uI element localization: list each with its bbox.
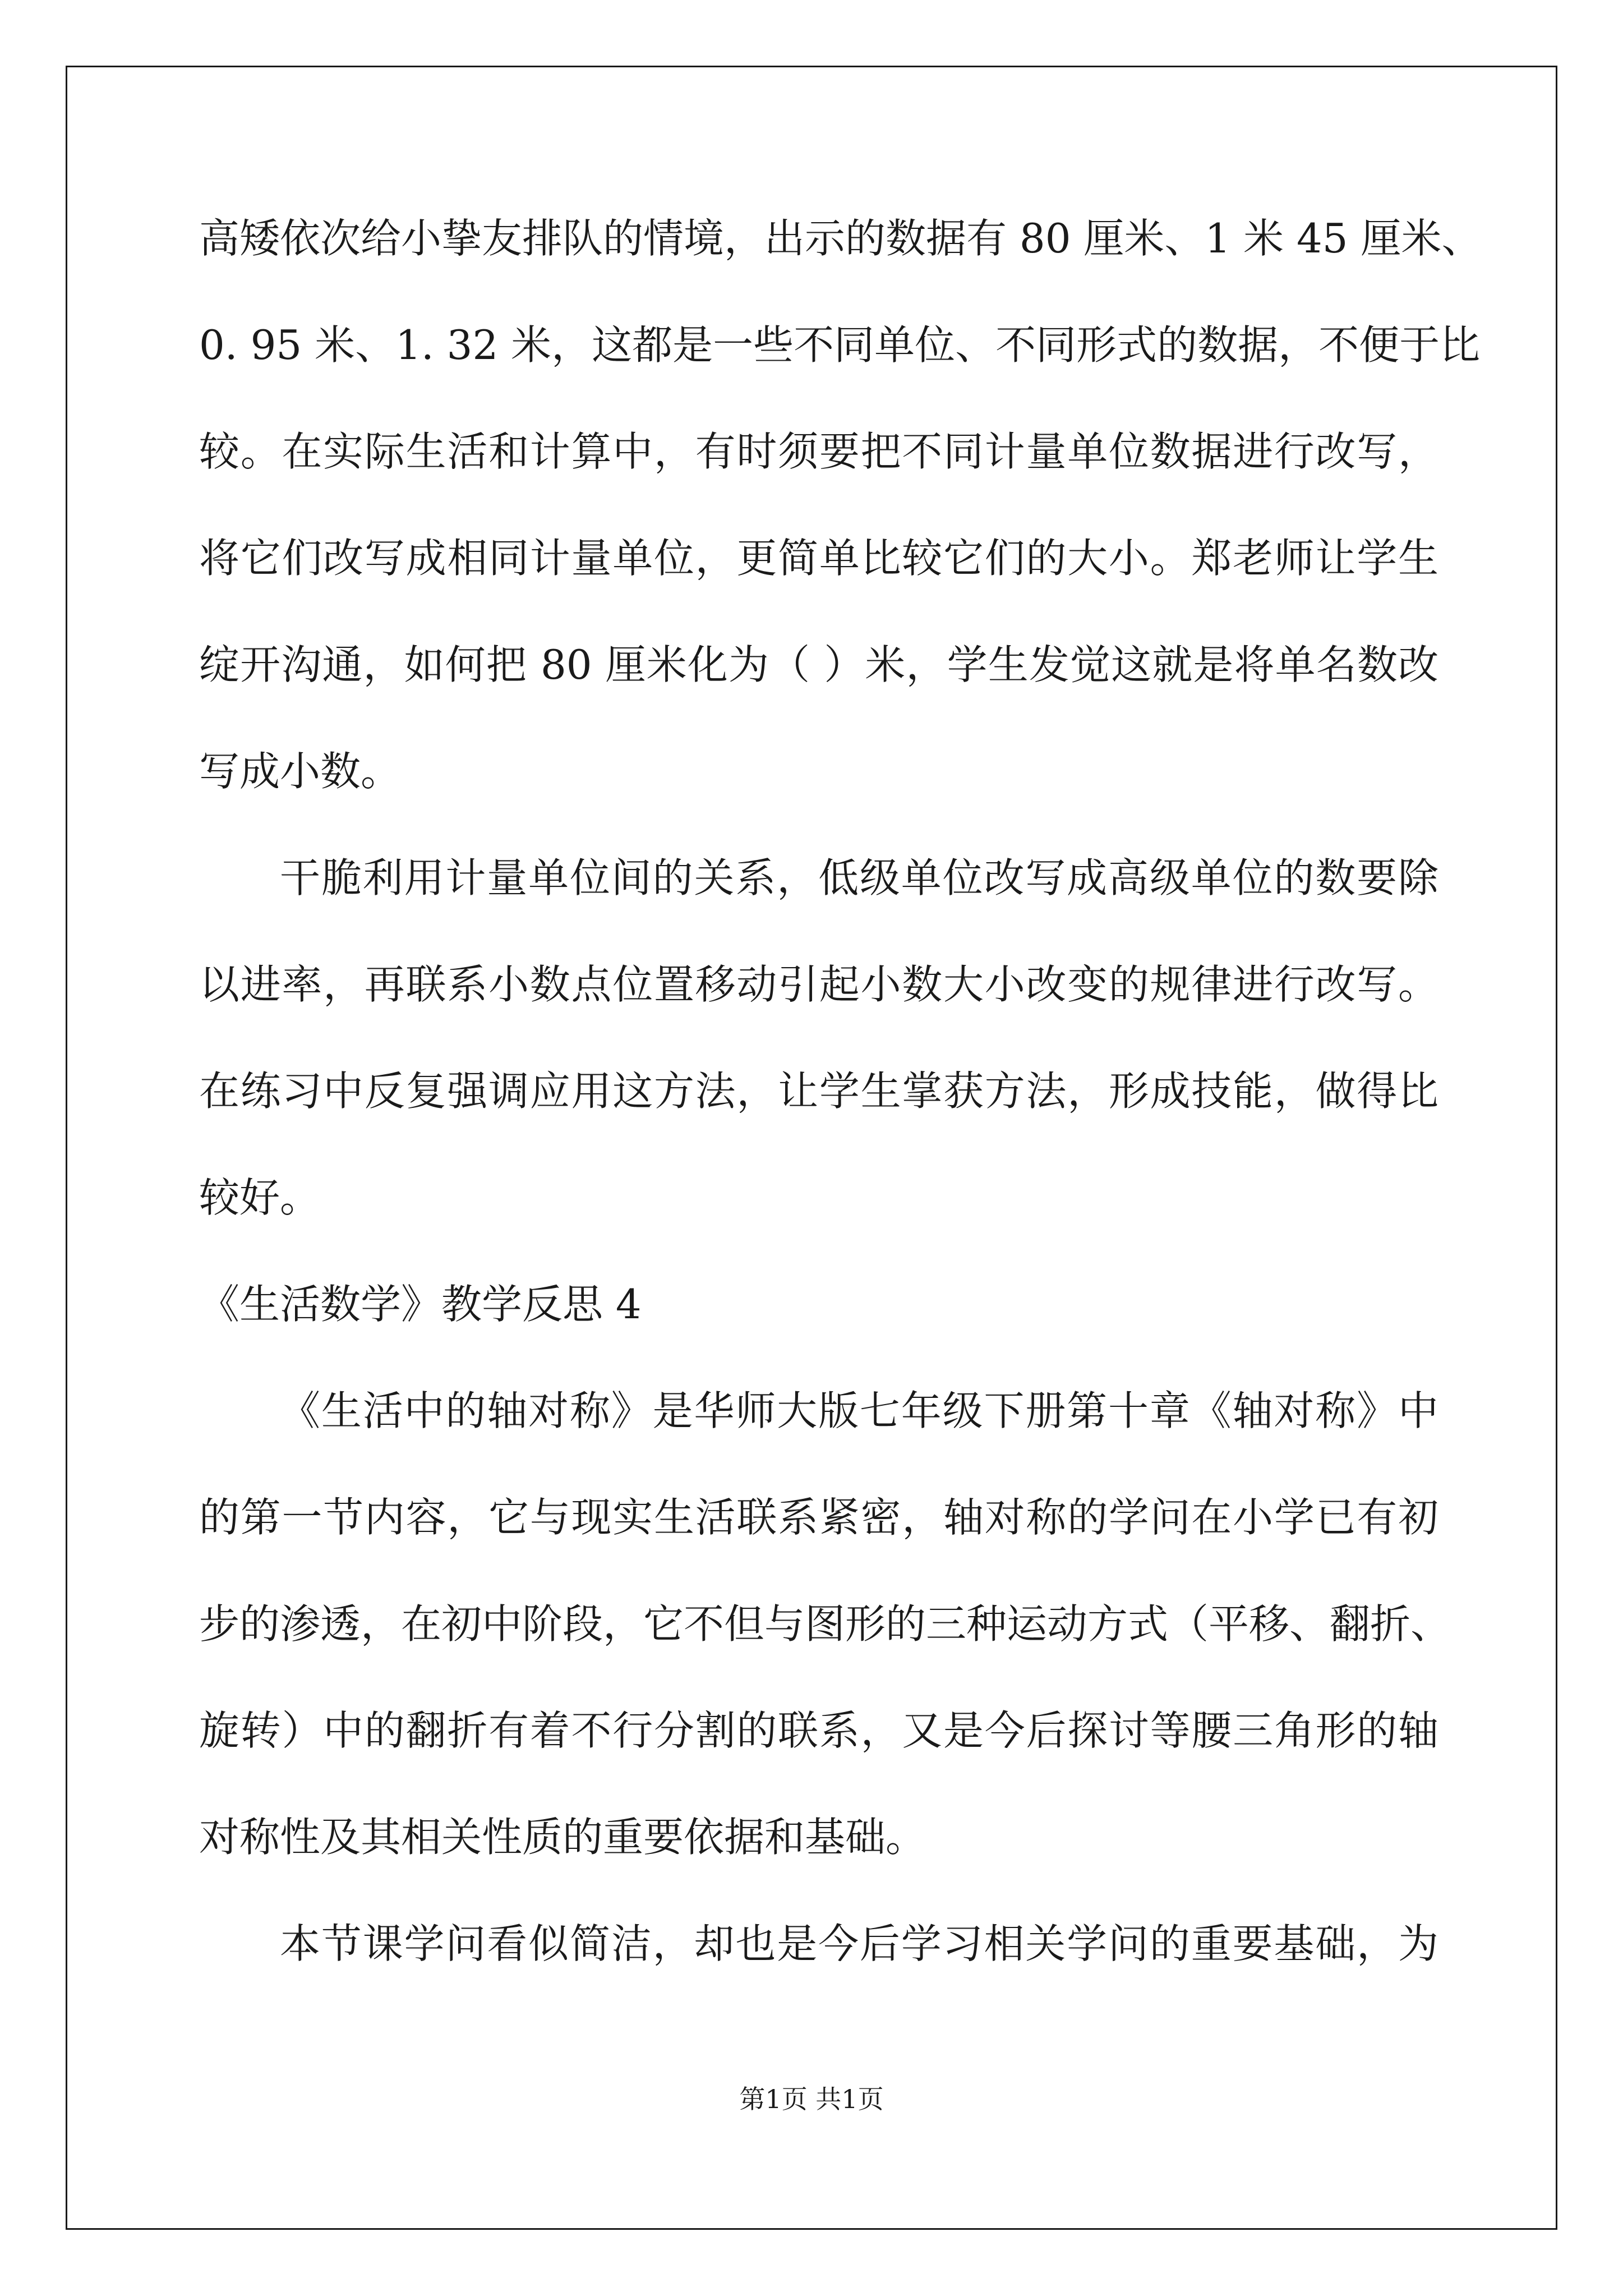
text-line: 高矮依次给小挚友排队的情境，出示的数据有 80 厘米、1 米 45 厘米、 xyxy=(199,215,1482,262)
paragraph xyxy=(199,1890,1438,1997)
text-line: 较。在实际生活和计算中，有时须要把不同计量单位数据进行改写， xyxy=(199,428,1438,475)
text-line: 较好。 xyxy=(199,1174,321,1221)
text-line: 0. 95 米、1. 32 米，这都是一些不同单位、不同形式的数据，不便于比 xyxy=(199,321,1481,369)
document-body xyxy=(199,185,1482,1997)
paragraph xyxy=(199,185,1482,825)
page-footer: 第1页 共1页 xyxy=(739,2084,884,2114)
text-line: 步的渗透，在初中阶段，它不但与图形的三种运动方式（平移、翻折、 xyxy=(199,1600,1451,1648)
paragraph xyxy=(199,1358,1451,1890)
text-line: 在练习中反复强调应用这方法，让学生掌获方法，形成技能，做得比 xyxy=(199,1068,1438,1115)
text-line: 旋转）中的翻折有着不行分割的联系，又是今后探讨等腰三角形的轴 xyxy=(199,1707,1438,1754)
text-line: 干脆利用计量单位间的关系，低级单位改写成高级单位的数要除 xyxy=(280,854,1438,901)
text-line: 本节课学问看似简洁，却也是今后学习相关学问的重要基础，为 xyxy=(280,1920,1438,1967)
text-line: 将它们改写成相同计量单位，更简单比较它们的大小。郑老师让学生 xyxy=(199,535,1438,582)
section-heading: 《生活数学》教学反思 4 xyxy=(199,1281,642,1328)
text-line: 绽开沟通，如何把 80 厘米化为（ ）米，学生发觉这就是将单名数改 xyxy=(199,641,1438,688)
text-line: 《生活中的轴对称》是华师大版七年级下册第十章《轴对称》中 xyxy=(280,1387,1438,1434)
text-line: 的第一节内容，它与现实生活联系紧密，轴对称的学问在小学已有初 xyxy=(199,1494,1438,1541)
text-line: 对称性及其相关性质的重要依据和基础。 xyxy=(199,1814,926,1861)
paragraph xyxy=(199,825,1438,1251)
text-line: 以进率，再联系小数点位置移动引起小数大小改变的规律进行改写。 xyxy=(199,961,1438,1008)
text-line: 写成小数。 xyxy=(199,748,402,795)
